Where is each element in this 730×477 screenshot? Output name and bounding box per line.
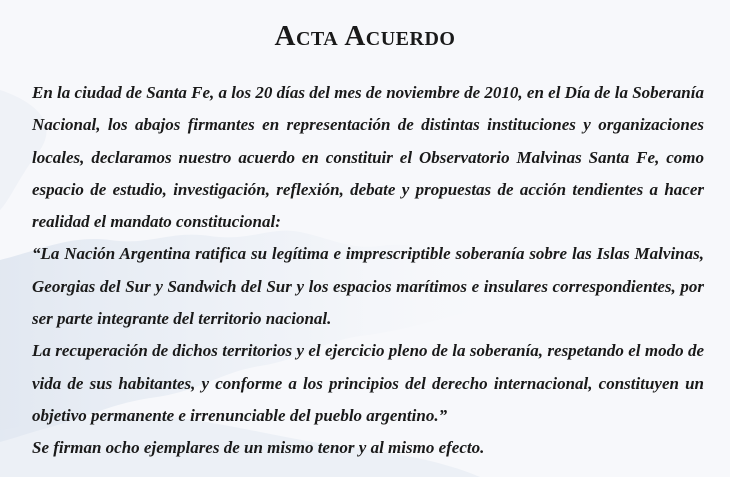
paragraph-closing: Se firman ocho ejemplares de un mismo tenor y al mismo efecto. xyxy=(32,438,485,458)
paragraph-quote-part-2: La recuperación de dichos territorios y el ejercicio pleno de la soberanía, respetando el modo de vida de sus habitantes, y conforme a los principios del derecho internacional, constituyen un objetivo permanente e irrenunciable del pueblo argentino.” xyxy=(32,341,704,425)
document-title: Acta Acuerdo xyxy=(274,20,456,52)
document-body xyxy=(32,77,704,465)
paragraph-intro: En la ciudad de Santa Fe, a los 20 días del mes de noviembre de 2010, en el Día de la Soberanía Nacional, los abajos firmantes en representación de distintas instituciones y organizaciones locales, declaramos nuestro acuerdo en constituir el Observatorio Malvinas Santa Fe, como espacio de estudio, investigación, reflexión, debate y propuestas de acción tendientes a hacer realidad el mandato constitucional: xyxy=(32,83,704,232)
paragraph-quote-part-1: “La Nación Argentina ratifica su legítima e imprescriptible soberanía sobre las Islas Malvinas, Georgias del Sur y Sandwich del Sur y los espacios marítimos e insulares correspondientes, por ser parte integrante del territorio nacional. xyxy=(32,244,704,329)
